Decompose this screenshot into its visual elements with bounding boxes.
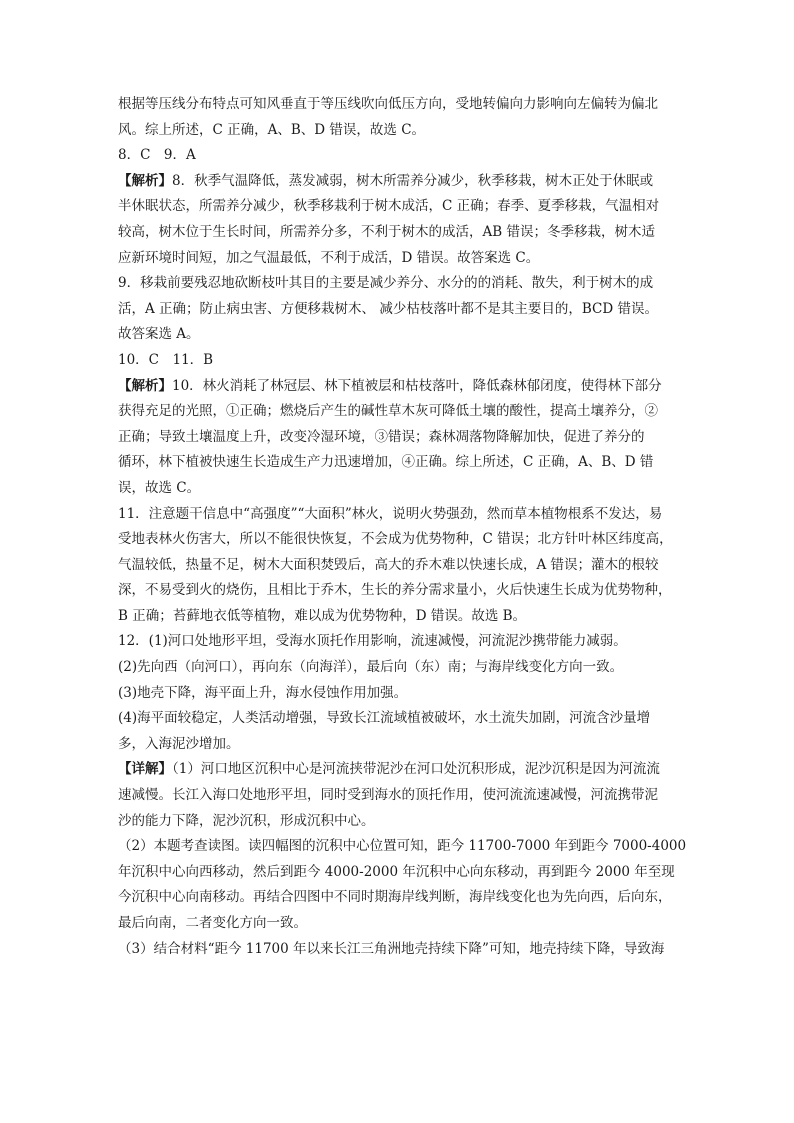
text-line: 故答案选 A。 [118,326,200,343]
text-line: B 正确；苔藓地衣低等植物，难以成为优势物种，D 错误。故选 B。 [118,607,527,624]
text-line: (3)地壳下降，海平面上升，海水侵蚀作用加强。 [118,684,408,701]
text-line: 深，不易受到火的烧伤，且相比于乔木，生长的养分需求量小，火后快速生长成为优势物种， [118,582,672,599]
section-tag: 【解析】 [118,377,172,394]
text-line: 风。综上所述，C 正确，A、B、D 错误，故选 C。 [118,121,426,138]
text-line: 应新环境时间短，加之气温最低，不利于成活，D 错误。故答案选 C。 [118,249,540,266]
text-line: 半休眠状态，所需养分减少，秋季移栽利于树木成活，C 正确；春季、夏季移栽，气温相对 [118,198,660,215]
answer-text-body [118,92,687,962]
text-line [118,374,678,400]
section-tag: 【解析】 [118,172,172,189]
text-line: 11．注意题干信息中“高强度”“大面积”林火，说明火势强劲，然而草本植物根系不发达，易 [118,505,663,522]
text-line: 误，故选 C。 [118,479,201,496]
text-line: 10．C 11．B [118,351,214,368]
text-segment: 8．秋季气温降低，蒸发减弱，树木所需养分减少，秋季移栽，树木正处于休眠或 [172,172,654,189]
text-segment: 10．林火消耗了林冠层、林下植被层和枯枝落叶，降低森林郁闭度，使得林下部分 [172,377,662,394]
text-line: 正确；导致土壤温度上升，改变冷湿环境，③错误；森林凋落物降解加快，促进了养分的 [118,428,645,445]
text-line: 12．(1)河口处地形平坦，受海水顶托作用影响，流速减慢，河流泥沙携带能力减弱。 [118,633,627,650]
text-segment: （1）河口地区沉积中心是河流挟带泥沙在河口处沉积形成，泥沙沉积是因为河流流 [172,761,660,778]
text-line: 气温较低，热量不足，树木大面积焚毁后，高大的乔木难以快速长成，A 错误；灌木的根较 [118,556,659,573]
text-line: 8．C 9．A [118,147,196,164]
text-line: 较高，树木位于生长时间，所需养分多，不利于树木的成活，AB 错误；冬季移栽，树木适 [118,223,655,240]
text-line: 沙的能力下降，泥沙沉积，形成沉积中心。 [118,812,375,829]
text-line [118,169,678,195]
text-line: 获得充足的光照，①正确；燃烧后产生的碱性草木灰可降低土壤的酸性，提高土壤养分，② [118,403,658,420]
text-line: (4)海平面较稳定，人类活动增强，导致长江流域植被破坏，水土流失加剧，河流含沙量增 [118,710,651,727]
text-line: 受地表林火伤害大，所以不能很快恢复，不会成为优势物种，C 错误；北方针叶林区纬度高， [118,531,673,548]
text-line: 9．移栽前要残忍地砍断枝叶其目的主要是减少养分、水分的的消耗、散失，利于树木的成 [118,275,654,292]
text-line: 今沉积中心向南移动。再结合四图中不同时期海岸线判断，海岸线变化也为先向西，后向东， [118,889,672,906]
text-line: (2)先向西（向河口），再向东（向海洋），最后向（东）南；与海岸线变化方向一致。 [118,659,624,676]
text-line: （2）本题考查读图。读四幅图的沉积中心位置可知，距今 11700-7000 年到距今 7000-4000 [118,838,687,855]
text-line: 多，入海泥沙增加。 [118,735,240,752]
text-line: 速减慢。长江入海口处地形平坦，同时受到海水的顶托作用，使河流流速减慢，河流携带泥 [118,787,658,804]
text-line: （3）结合材料“距今 11700 年以来长江三角洲地壳持续下降”可知，地壳持续下降，导致海 [118,940,665,957]
text-line: 年沉积中心向西移动，然后到距今 4000-2000 年沉积中心向东移动，再到距今 2000 年至现 [118,863,675,880]
text-line: 活，A 正确；防止病虫害、方便移栽树木、 减少枯枝落叶都不是其主要目的，BCD 错误。 [118,300,658,317]
section-tag: 【详解】 [118,761,172,778]
text-line: 循环，林下植被快速生长造成生产力迅速增加，④正确。综上所述，C 正确，A、B、D 错 [118,454,654,471]
text-line [118,757,678,783]
text-line: 最后向南，二者变化方向一致。 [118,915,307,931]
text-line: 根据等压线分布特点可知风垂直于等压线吹向低压方向，受地转偏向力影响向左偏转为偏北 [118,96,658,112]
